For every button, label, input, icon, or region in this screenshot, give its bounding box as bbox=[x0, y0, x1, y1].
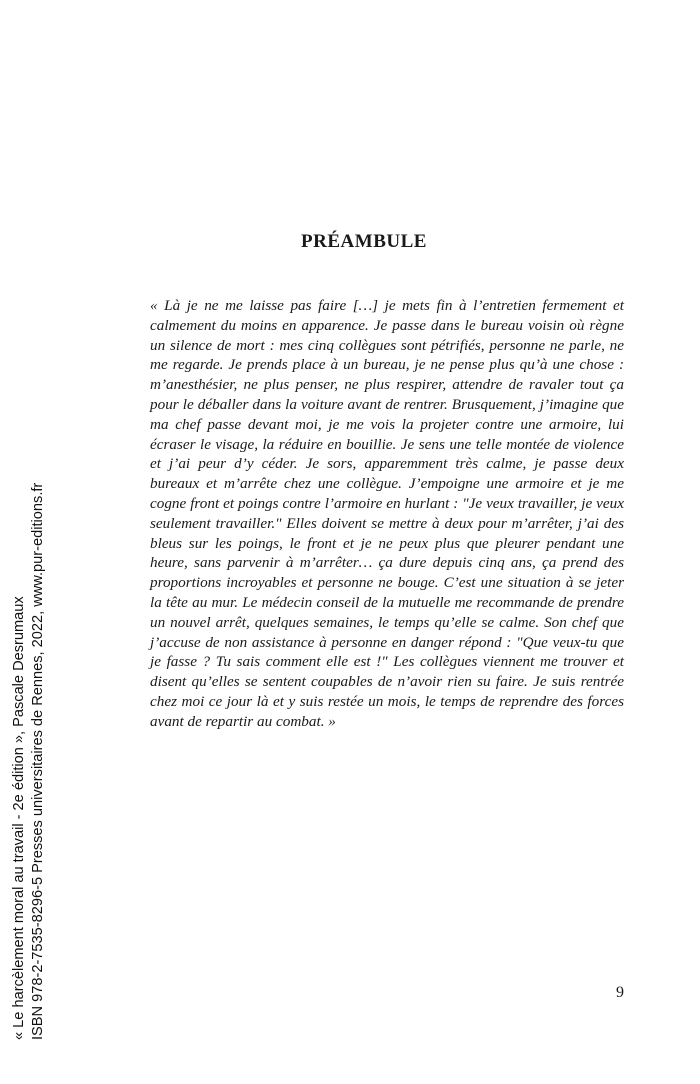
citation-isbn-line: ISBN 978-2-7535-8296-5 Presses universitaires de Rennes, 2022, www.pur-editions.fr bbox=[30, 482, 46, 1040]
page-number: 9 bbox=[616, 984, 624, 1001]
preamble-quote: « Là je ne me laisse pas faire […] je mets fin à l’entretien fermement et calmement du moins en apparence. Je passe dans le bureau voisin où règne un silence de mort : mes cinq collègues sont pétrifiés, personne ne parle, ne me regarde. Je prends place à un bureau, je ne pense plus qu’à une chose : m’anesthésier, ne plus penser, ne plus respirer, attendre de ravaler tout ça pour le déballer dans la voiture avant de rentrer. Brusquement, j’imagine que ma chef passe devant moi, je me vois la projeter contre une armoire, lui écraser le visage, la réduire en bouillie. Je sens une telle montée de violence et j’ai peur d’y céder. Je sors, apparemment très calme, je passe deux bureaux et m’arrête chez une collègue. J’empoigne une armoire et je me cogne front et poings contre l’armoire en hurlant : "Je veux travailler, je veux seulement travailler." Elles doivent se mettre à deux pour m’arrêter, j’ai des bleus sur les poings, le front et je ne peux plus que pleurer pendant une heure, sans parvenir à m’arrêter… ça dure depuis cinq ans, ça prend des proportions incroyables et personne ne bouge. C’est une situation à se jeter la tête au mur. Le médecin conseil de la mutuelle me recommande de prendre un nouvel arrêt, quelques semaines, le temps qu’elle se calme. Son chef que j’accuse de non assistance à personne en danger répond : "Que veux-tu que je fasse ? Tu sais comment elle est !" Les collègues viennent me trouver et disent qu’elles se sentent coupables de n’avoir rien su faire. Je suis rentrée chez moi ce jour là et y suis restée un mois, le temps de reprendre des forces avant de repartir au combat. » bbox=[150, 297, 624, 730]
page-title: PRÉAMBULE bbox=[301, 230, 427, 252]
citation-title-line: « Le harcèlement moral au travail - 2e édition », Pascale Desrumaux bbox=[11, 596, 27, 1040]
citation-sidebar bbox=[10, 480, 48, 1040]
